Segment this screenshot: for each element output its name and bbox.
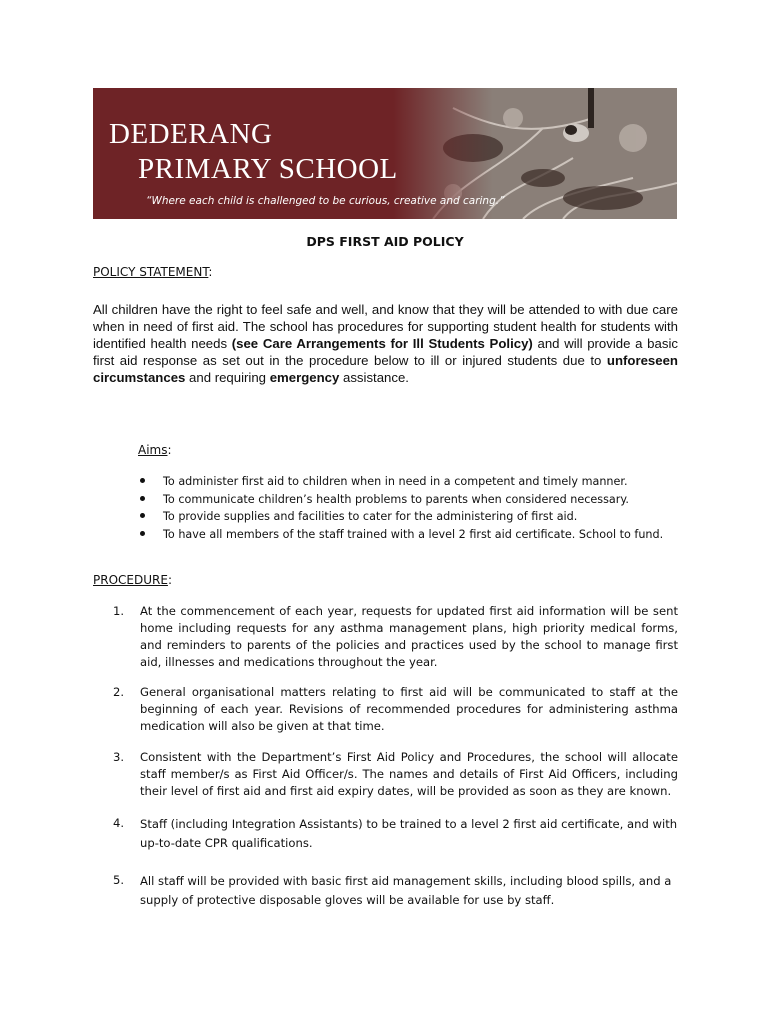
aim-text: To administer first aid to children when in need in a competent and timely manner.: [163, 475, 628, 488]
procedure-item-1: [113, 603, 678, 671]
policy-statement-heading: [93, 265, 212, 279]
procedure-text: Consistent with the Department’s First Aid Policy and Procedures, the school will allocate staff member/s as First Aid Officer/s. The names and details of First Aid Officers, including their level of first aid and first aid expiry dates, will be provided as soon as they are known.: [140, 750, 678, 798]
procedure-number: 2.: [113, 685, 125, 699]
policy-statement-colon: :: [208, 265, 213, 279]
procedure-label: PROCEDURE: [93, 573, 168, 587]
aims-colon: :: [167, 443, 172, 457]
aim-text: To have all members of the staff trained with a level 2 first aid certificate. School to fund.: [163, 527, 664, 541]
statement-text-1: All children have the right to feel safe and well, and know that they will be attended to with due care when in need of first aid. The school has procedures for supporting student health for students with identified health needs: [93, 302, 678, 351]
policy-statement-text: [93, 301, 678, 386]
school-banner: [93, 88, 677, 219]
list-item: [138, 527, 663, 545]
aim-text: To communicate children’s health problems to parents when considered necessary.: [163, 492, 629, 506]
statement-text-3: and requiring: [185, 370, 270, 385]
aims-heading: [138, 443, 172, 457]
list-item: [138, 492, 663, 510]
procedure-text: All staff will be provided with basic first aid management skills, including blood spills, and a supply of protective disposable gloves will be available for use by staff.: [140, 874, 672, 907]
procedure-text: Staff (including Integration Assistants) to be trained to a level 2 first aid certificate, and with up-to-date CPR qualifications.: [140, 817, 678, 850]
bullet-icon: [140, 531, 145, 536]
school-name-line2: PRIMARY SCHOOL: [138, 153, 398, 185]
procedure-item-2: [113, 684, 678, 735]
policy-statement-label: POLICY STATEMENT: [93, 265, 209, 279]
procedure-number: 4.: [113, 816, 125, 830]
aims-list: [138, 474, 663, 544]
list-item: [138, 509, 663, 527]
bullet-icon: [140, 513, 145, 518]
school-name-line1: DEDERANG: [109, 118, 273, 150]
statement-bold-3: emergency: [269, 370, 340, 385]
statement-bold-1: (see Care Arrangements for Ill Students Policy): [231, 336, 533, 351]
statement-text-4: assistance.: [339, 370, 409, 385]
procedure-item-4: [113, 815, 678, 853]
procedure-colon: :: [167, 573, 172, 587]
procedure-number: 1.: [113, 604, 125, 618]
procedure-heading: [93, 573, 172, 587]
aim-text: To provide supplies and facilities to cater for the administering of first aid.: [163, 510, 578, 523]
procedure-number: 5.: [113, 873, 125, 887]
procedure-number: 3.: [113, 750, 125, 764]
procedure-text: General organisational matters relating to first aid will be communicated to staff at the beginning of each year. Revisions of recommended procedures for administering asthma medication will also be given at that time.: [140, 685, 678, 733]
bullet-icon: [140, 478, 145, 483]
list-item: [138, 474, 663, 492]
aims-label: Aims: [138, 443, 168, 457]
school-tagline: “Where each child is challenged to be curious, creative and caring.”: [146, 195, 505, 207]
statement-bold-2: unforeseen circumstances: [93, 353, 678, 385]
bullet-icon: [140, 496, 145, 501]
statement-text-2: and will provide a basic first aid response as set out in the procedure below to ill or injured students due to: [93, 336, 678, 368]
procedure-text: At the commencement of each year, requests for updated first aid information will be sent home including requests for any asthma management plans, high priority medical forms, and reminders to parents of the policies and practices used by the school to manage first aid, illnesses and medications throughout the year.: [140, 604, 678, 669]
procedure-item-5: [113, 872, 678, 910]
procedure-item-3: [113, 749, 678, 800]
document-title: DPS FIRST AID POLICY: [306, 234, 464, 249]
